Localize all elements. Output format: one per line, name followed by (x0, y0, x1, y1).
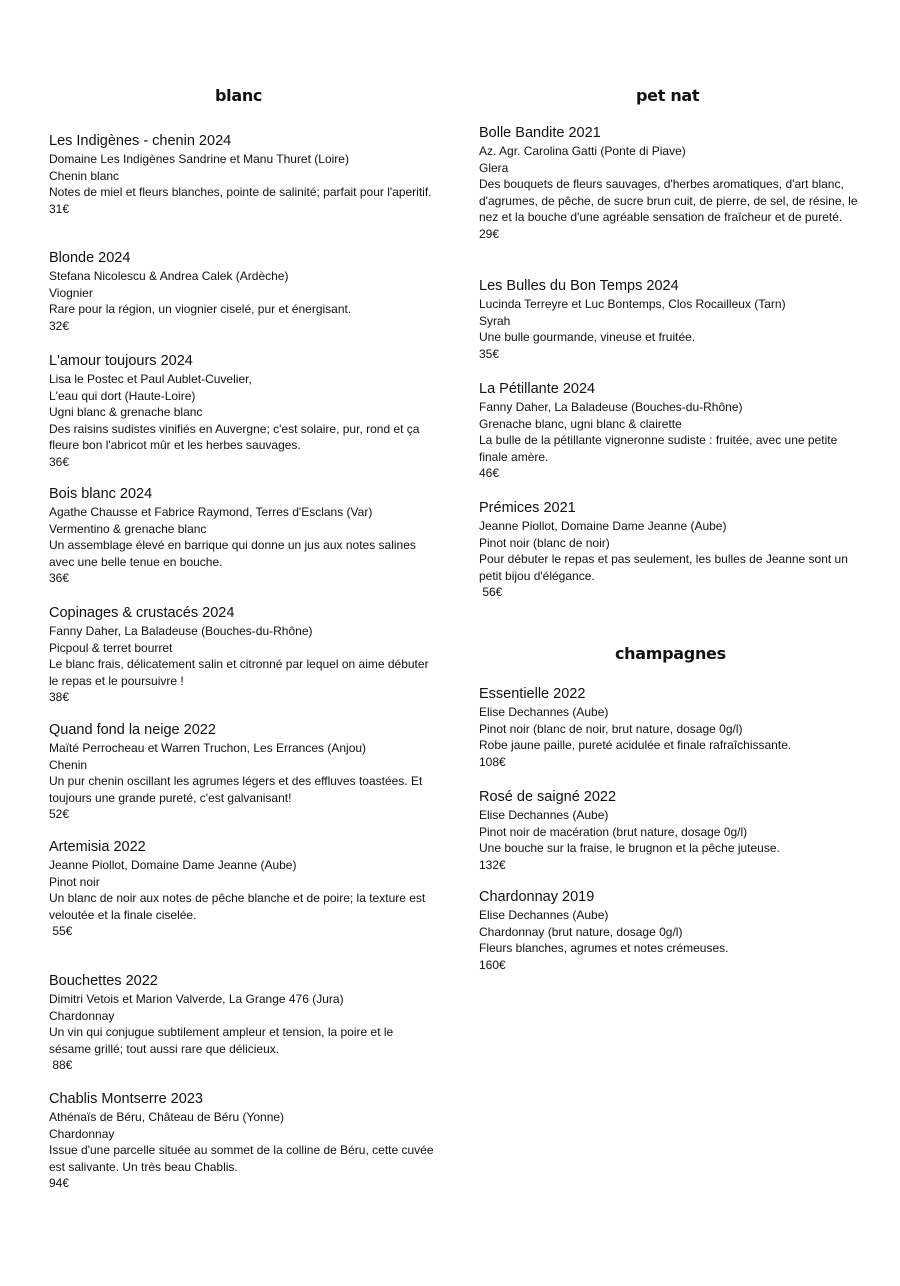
wine-name: Bolle Bandite 2021 (479, 125, 601, 141)
wine-entry (479, 685, 864, 770)
wine-notes: Un assemblage élevé en barrique qui donne un jus aux notes salines avec une belle tenue en bouche. (49, 538, 416, 569)
champagnes-section-title: champagnes (615, 644, 726, 663)
wine-producer: Fanny Daher, La Baladeuse (Bouches-du-Rhône) (49, 624, 313, 638)
wine-price: 108€ (479, 754, 506, 769)
wine-notes: Issue d'une parcelle située au sommet de la colline de Béru, cette cuvée est salivante. Un très beau Chablis. (49, 1143, 434, 1174)
wine-producer-line-2: L'eau qui dort (Haute-Loire) (49, 388, 196, 403)
wine-price: 36€ (49, 454, 70, 469)
wine-name: Les Indigènes - chenin 2024 (49, 133, 232, 149)
wine-producer: Stefana Nicolescu & Andrea Calek (Ardèche) (49, 269, 289, 283)
wine-name: Les Bulles du Bon Temps 2024 (479, 278, 679, 294)
wine-notes: Notes de miel et fleurs blanches, pointe de salinité; parfait pour l'aperitif. (49, 185, 432, 200)
petnat-section-title: pet nat (636, 86, 700, 105)
wine-grape: Grenache blanc, ugni blanc & clairette (479, 416, 682, 431)
wine-price: 32€ (49, 318, 70, 333)
wine-producer: Jeanne Piollot, Domaine Dame Jeanne (Aube) (49, 858, 297, 872)
wine-price: 56€ (479, 585, 503, 600)
wine-grape: Pinot noir (blanc de noir, brut nature, dosage 0g/l) (479, 721, 743, 736)
wine-entry (49, 838, 434, 940)
wine-notes: Un vin qui conjugue subtilement ampleur et tension, la poire et le sésame grillé; tout aussi rare que délicieux. (49, 1025, 394, 1056)
wine-notes: Des bouquets de fleurs sauvages, d'herbes aromatiques, d'art blanc, d'agrumes, de pêche, de sucre brun cuit, de pierre, de sel, de résine, le nez et la bouche d'une agréable sensation de fraîcheur et de pureté. (479, 177, 858, 225)
wine-notes: Des raisins sudistes vinifiés en Auvergne; c'est solaire, pur, rond et ça fleure bon l'abricot mûr et les herbes sauvages. (49, 421, 420, 453)
wine-price: 46€ (479, 466, 500, 481)
wine-name: L'amour toujours 2024 (49, 353, 193, 369)
wine-notes: La bulle de la pétillante vigneronne sudiste : fruitée, avec une petite finale amère. (479, 433, 838, 464)
wine-name: Copinages & crustacés 2024 (49, 605, 235, 621)
wine-producer: Domaine Les Indigènes Sandrine et Manu Thuret (Loire) (49, 152, 349, 166)
wine-grape: Chenin (49, 757, 88, 772)
wine-name: Essentielle 2022 (479, 686, 586, 702)
wine-grape: Ugni blanc & grenache blanc (49, 405, 203, 420)
wine-producer: Elise Dechannes (Aube) (479, 808, 609, 822)
wine-name: Quand fond la neige 2022 (49, 722, 216, 738)
wine-notes: Robe jaune paille, pureté acidulée et finale rafraîchissante. (479, 738, 792, 753)
wine-price: 52€ (49, 807, 70, 822)
wine-notes: Un pur chenin oscillant les agrumes légers et des effluves toastées. Et toujours une grande pureté, c'est galvanisant! (49, 774, 423, 805)
wine-entry (49, 972, 434, 1074)
wine-grape: Pinot noir (49, 874, 100, 889)
wine-name: La Pétillante 2024 (479, 381, 596, 397)
wine-price: 31€ (49, 201, 70, 216)
wine-price: 160€ (479, 957, 506, 972)
wine-entry (479, 888, 864, 973)
wine-price: 36€ (49, 571, 70, 586)
wine-grape: Chardonnay (brut nature, dosage 0g/l) (479, 924, 683, 939)
wine-grape: Viognier (49, 285, 93, 300)
wine-entry (49, 604, 434, 706)
wine-notes: Rare pour la région, un viognier ciselé, pur et énergisant. (49, 302, 352, 317)
wine-grape: Chardonnay (49, 1008, 115, 1023)
wine-price: 38€ (49, 690, 70, 705)
wine-producer: Lisa le Postec et Paul Aublet-Cuvelier, (49, 372, 252, 386)
wine-producer: Agathe Chausse et Fabrice Raymond, Terres d'Esclans (Var) (49, 505, 373, 519)
wine-grape: Chardonnay (49, 1126, 115, 1141)
wine-entry (49, 1090, 434, 1192)
wine-price: 29€ (479, 226, 500, 241)
wine-price: 35€ (479, 346, 500, 361)
wine-entry (479, 277, 864, 362)
wine-entry (479, 124, 864, 243)
wine-grape: Vermentino & grenache blanc (49, 521, 207, 536)
wine-producer: Dimitri Vetois et Marion Valverde, La Grange 476 (Jura) (49, 992, 344, 1006)
wine-entry (49, 249, 434, 334)
wine-grape: Syrah (479, 313, 511, 328)
wine-name: Bouchettes 2022 (49, 973, 158, 989)
wine-name: Bois blanc 2024 (49, 486, 153, 502)
wine-notes: Une bouche sur la fraise, le brugnon et la pêche juteuse. (479, 841, 780, 856)
wine-name: Chardonnay 2019 (479, 889, 595, 905)
wine-name: Rosé de saigné 2022 (479, 789, 617, 805)
wine-name: Chablis Montserre 2023 (49, 1091, 203, 1107)
wine-entry (49, 352, 434, 471)
wine-entry (479, 788, 864, 873)
wine-producer: Elise Dechannes (Aube) (479, 908, 609, 922)
wine-grape: Picpoul & terret bourret (49, 640, 173, 655)
wine-price: 94€ (49, 1176, 70, 1191)
wine-producer: Maïté Perrocheau et Warren Truchon, Les Errances (Anjou) (49, 741, 367, 755)
wine-grape: Glera (479, 160, 509, 175)
wine-producer: Fanny Daher, La Baladeuse (Bouches-du-Rhône) (479, 400, 743, 414)
wine-entry (479, 499, 864, 601)
wine-notes: Le blanc frais, délicatement salin et citronné par lequel on aime débuter le repas et le poursuivre ! (49, 657, 429, 688)
wine-entry (49, 721, 434, 823)
wine-entry (49, 485, 434, 587)
wine-grape: Pinot noir (blanc de noir) (479, 535, 610, 550)
wine-notes: Une bulle gourmande, vineuse et fruitée. (479, 330, 696, 345)
wine-entry (49, 132, 434, 217)
wine-producer: Jeanne Piollot, Domaine Dame Jeanne (Aube) (479, 519, 727, 533)
wine-price: 55€ (49, 924, 73, 939)
wine-entry (479, 380, 864, 482)
wine-producer: Athénaïs de Béru, Château de Béru (Yonne) (49, 1110, 285, 1124)
wine-name: Blonde 2024 (49, 250, 131, 266)
wine-notes: Fleurs blanches, agrumes et notes crémeuses. (479, 941, 729, 956)
wine-price: 132€ (479, 857, 506, 872)
wine-notes: Un blanc de noir aux notes de pêche blanche et de poire; la texture est veloutée et la finale ciselée. (49, 891, 426, 922)
wine-grape: Pinot noir de macération (brut nature, dosage 0g/l) (479, 824, 748, 839)
wine-notes: Pour débuter le repas et pas seulement, les bulles de Jeanne sont un petit bijou d'élégance. (479, 552, 848, 583)
wine-producer: Elise Dechannes (Aube) (479, 705, 609, 719)
wine-name: Prémices 2021 (479, 500, 576, 516)
wine-grape: Chenin blanc (49, 168, 120, 183)
wine-name: Artemisia 2022 (49, 839, 146, 855)
wine-producer: Lucinda Terreyre et Luc Bontemps, Clos Rocailleux (Tarn) (479, 297, 786, 311)
blanc-section-title: blanc (215, 86, 263, 105)
wine-price: 88€ (49, 1058, 73, 1073)
wine-producer: Az. Agr. Carolina Gatti (Ponte di Piave) (479, 144, 686, 158)
